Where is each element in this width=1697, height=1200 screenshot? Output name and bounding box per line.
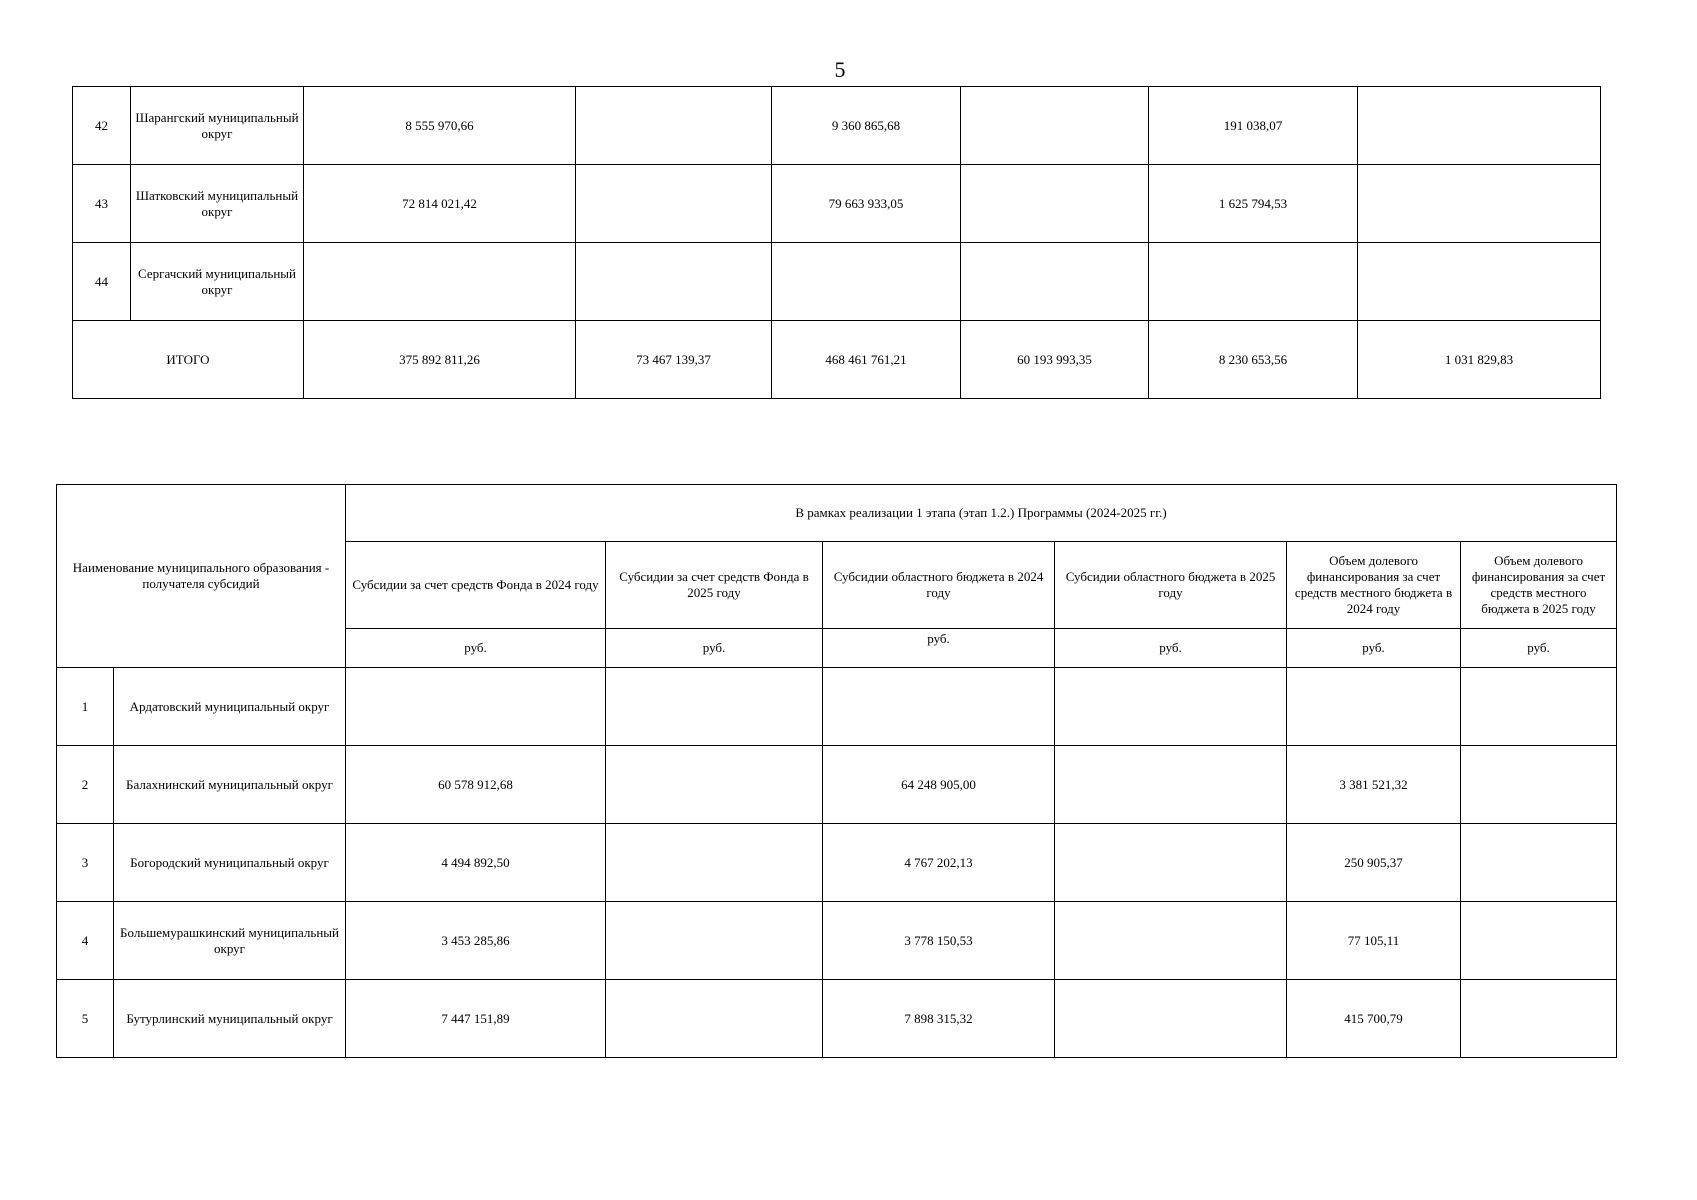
total-value: 1 031 829,83 (1358, 321, 1601, 399)
value-cell: 64 248 905,00 (823, 746, 1055, 824)
value-cell: 72 814 021,42 (304, 165, 576, 243)
value-cell (823, 668, 1055, 746)
value-cell (1055, 824, 1287, 902)
value-cell: 7 447 151,89 (346, 980, 606, 1058)
table-row (73, 243, 1601, 321)
value-cell: 191 038,07 (1149, 87, 1358, 165)
value-cell (1461, 902, 1617, 980)
row-number: 42 (73, 87, 131, 165)
value-cell: 4 767 202,13 (823, 824, 1055, 902)
subsidy-table-stage-1-2 (56, 484, 1617, 1058)
column-header: Субсидии областного бюджета в 2025 году (1055, 542, 1287, 629)
municipality-name: Шатковский муниципальный округ (131, 165, 304, 243)
name-column-header: Наименование муниципального образования - получателя субсидий (57, 485, 346, 668)
value-cell: 8 555 970,66 (304, 87, 576, 165)
table-row (57, 824, 1617, 902)
value-cell (1055, 746, 1287, 824)
table-row (57, 668, 1617, 746)
value-cell (1055, 902, 1287, 980)
value-cell (304, 243, 576, 321)
value-cell (606, 902, 823, 980)
value-cell: 79 663 933,05 (772, 165, 961, 243)
value-cell (1461, 668, 1617, 746)
value-cell: 250 905,37 (1287, 824, 1461, 902)
municipality-name: Ардатовский муниципальный округ (114, 668, 346, 746)
value-cell: 77 105,11 (1287, 902, 1461, 980)
value-cell: 60 578 912,68 (346, 746, 606, 824)
total-value: 8 230 653,56 (1149, 321, 1358, 399)
municipality-name: Шарангский муниципальный округ (131, 87, 304, 165)
subsidy-table-continuation (72, 86, 1601, 399)
column-header: Субсидии областного бюджета в 2024 году (823, 542, 1055, 629)
unit-label: руб. (823, 629, 1055, 668)
value-cell: 1 625 794,53 (1149, 165, 1358, 243)
value-cell (961, 165, 1149, 243)
total-value: 375 892 811,26 (304, 321, 576, 399)
row-number: 3 (57, 824, 114, 902)
table-row (57, 902, 1617, 980)
total-value: 73 467 139,37 (576, 321, 772, 399)
value-cell (961, 243, 1149, 321)
total-label: ИТОГО (73, 321, 304, 399)
municipality-name: Сергачский муниципальный округ (131, 243, 304, 321)
row-number: 4 (57, 902, 114, 980)
value-cell (1461, 746, 1617, 824)
column-header: Объем долевого финансирования за счет средств местного бюджета в 2024 году (1287, 542, 1461, 629)
value-cell (772, 243, 961, 321)
value-cell (1055, 668, 1287, 746)
value-cell (576, 243, 772, 321)
value-cell (576, 165, 772, 243)
table-row (73, 87, 1601, 165)
row-number: 5 (57, 980, 114, 1058)
row-number: 43 (73, 165, 131, 243)
value-cell: 4 494 892,50 (346, 824, 606, 902)
column-header: Объем долевого финансирования за счет средств местного бюджета в 2025 году (1461, 542, 1617, 629)
row-number: 1 (57, 668, 114, 746)
municipality-name: Большемурашкинский муниципальный округ (114, 902, 346, 980)
column-header: Субсидии за счет средств Фонда в 2024 году (346, 542, 606, 629)
value-cell (1149, 243, 1358, 321)
municipality-name: Богородский муниципальный округ (114, 824, 346, 902)
table-row (57, 746, 1617, 824)
value-cell (606, 668, 823, 746)
row-number: 44 (73, 243, 131, 321)
unit-label: руб. (1055, 629, 1287, 668)
unit-label: руб. (1287, 629, 1461, 668)
municipality-name: Бутурлинский муниципальный округ (114, 980, 346, 1058)
total-value: 468 461 761,21 (772, 321, 961, 399)
value-cell (1358, 165, 1601, 243)
value-cell (1461, 980, 1617, 1058)
table-row (57, 980, 1617, 1058)
value-cell: 3 381 521,32 (1287, 746, 1461, 824)
unit-label: руб. (606, 629, 823, 668)
unit-label: руб. (346, 629, 606, 668)
value-cell (606, 824, 823, 902)
value-cell (1461, 824, 1617, 902)
unit-label: руб. (1461, 629, 1617, 668)
municipality-name: Балахнинский муниципальный округ (114, 746, 346, 824)
value-cell (1055, 980, 1287, 1058)
column-header: Субсидии за счет средств Фонда в 2025 году (606, 542, 823, 629)
total-row (73, 321, 1601, 399)
row-number: 2 (57, 746, 114, 824)
group-header: В рамках реализации 1 этапа (этап 1.2.) Программы (2024-2025 гг.) (346, 485, 1617, 542)
page-number: 5 (834, 57, 846, 82)
value-cell (1358, 87, 1601, 165)
value-cell: 7 898 315,32 (823, 980, 1055, 1058)
table-header-row (57, 485, 1617, 542)
value-cell: 3 778 150,53 (823, 902, 1055, 980)
value-cell: 415 700,79 (1287, 980, 1461, 1058)
value-cell: 9 360 865,68 (772, 87, 961, 165)
value-cell (606, 746, 823, 824)
value-cell: 3 453 285,86 (346, 902, 606, 980)
value-cell (1287, 668, 1461, 746)
value-cell (576, 87, 772, 165)
value-cell (1358, 243, 1601, 321)
value-cell (346, 668, 606, 746)
total-value: 60 193 993,35 (961, 321, 1149, 399)
table-row (73, 165, 1601, 243)
value-cell (961, 87, 1149, 165)
value-cell (606, 980, 823, 1058)
